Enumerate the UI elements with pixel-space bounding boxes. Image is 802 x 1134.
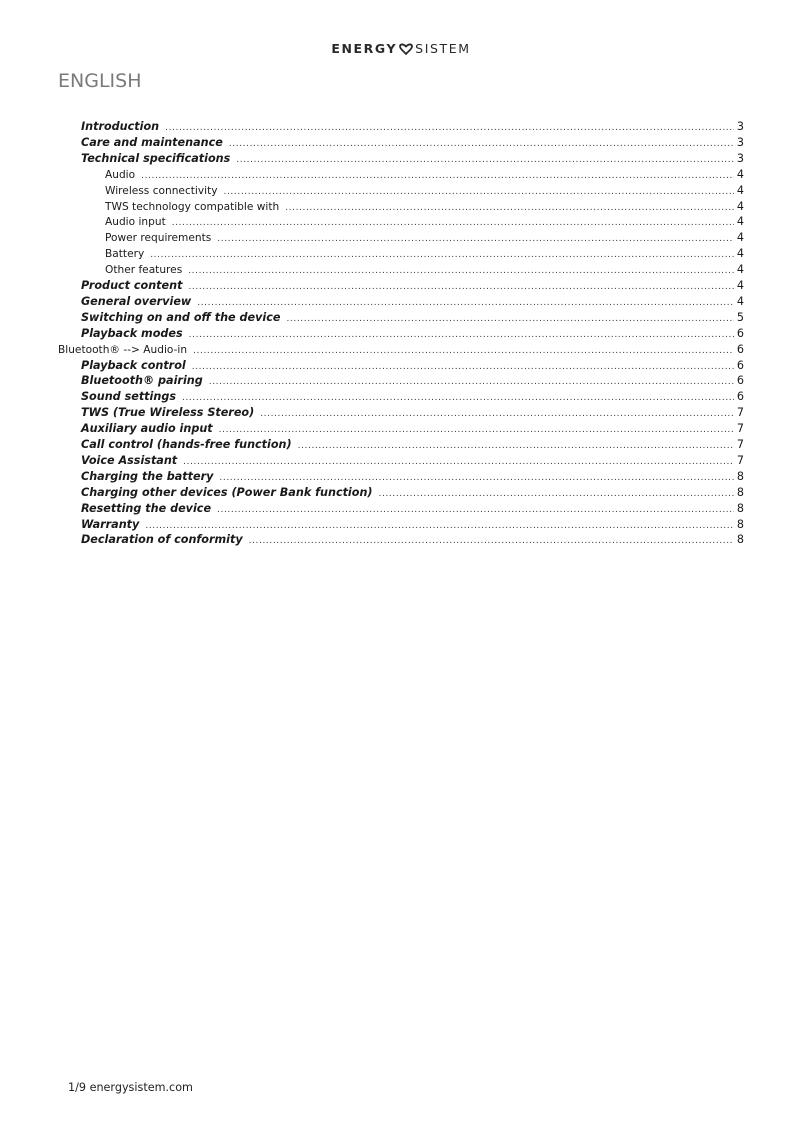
brand-logo [0,41,802,56]
toc-entry[interactable] [105,167,744,183]
toc-entry-page: 6 [736,390,744,404]
dot-leader [150,247,734,263]
toc-entry-page: 8 [736,485,744,499]
toc-entry-title: Resetting the device [81,501,212,515]
toc-entry[interactable] [81,310,744,326]
toc-entry-title: Power requirements [105,232,212,245]
dot-leader [188,279,733,295]
toc-entry-title: Auxiliary audio input [81,422,213,436]
toc-entry[interactable] [105,262,744,278]
toc-entry[interactable] [81,437,744,453]
brand-name-left: ENERGY [331,41,398,56]
website-link[interactable]: energysistem.com [89,1081,193,1094]
toc-entry[interactable] [81,405,744,421]
toc-entry-title: Technical specifications [81,151,231,165]
toc-entry-title: Care and maintenance [81,135,223,149]
dot-leader [141,168,734,184]
toc-entry[interactable] [81,358,744,374]
toc-entry[interactable] [81,501,744,517]
toc-entry-title: Wireless connectivity [105,184,218,197]
dot-leader [260,406,734,422]
language-heading: ENGLISH [58,70,142,92]
toc-entry[interactable] [81,294,744,310]
dot-leader [249,533,734,549]
dot-leader [189,327,734,343]
dot-leader [285,200,734,216]
dot-leader [219,422,734,438]
page-footer [68,1081,193,1094]
toc-entry[interactable] [81,326,744,342]
toc-entry-page: 3 [736,120,744,133]
toc-entry-title: Charging the battery [81,469,214,483]
toc-entry-page: 4 [736,231,744,245]
dot-leader [197,295,734,311]
toc-entry-title: General overview [81,294,192,308]
toc-entry-title: Other features [105,264,183,277]
toc-entry-title: Declaration of conformity [81,533,243,547]
toc-entry-page: 6 [736,358,744,372]
toc-entry-page: 7 [736,406,744,420]
toc-entry[interactable] [105,183,744,199]
toc-entry[interactable] [81,119,744,135]
toc-entry-page: 8 [736,501,744,515]
dot-leader [145,518,734,534]
toc-entry-title: Playback modes [81,326,183,340]
toc-entry[interactable] [81,373,744,389]
toc-entry-title: Audio input [105,216,166,229]
toc-entry-title: Introduction [81,120,160,133]
toc-entry-page: 4 [736,183,744,197]
toc-entry[interactable] [81,532,744,548]
toc-entry-page: 3 [736,135,744,149]
dot-leader [224,184,734,200]
toc-entry-page: 4 [736,247,744,261]
dot-leader [192,359,734,375]
dot-leader [182,390,734,406]
toc-entry-page: 6 [736,326,744,340]
toc-entry[interactable] [81,453,744,469]
toc-entry[interactable] [105,199,744,215]
dot-leader [193,343,734,359]
toc-entry[interactable] [58,342,744,358]
dot-leader [236,152,734,168]
toc-entry-page: 8 [736,517,744,531]
brand-name-right: SISTEM [415,41,471,56]
toc-entry[interactable] [105,214,744,230]
dot-leader [183,454,734,470]
toc-entry[interactable] [105,246,744,262]
dot-leader [165,120,734,136]
toc-entry-title: Switching on and off the device [81,310,281,324]
toc-entry-page: 6 [736,342,744,356]
toc-entry-page: 4 [736,294,744,308]
toc-entry-title: Audio [105,168,136,181]
toc-entry-page: 5 [736,310,744,324]
toc-entry[interactable] [105,230,744,246]
toc-entry-page: 7 [736,422,744,436]
toc-entry-page: 4 [736,263,744,277]
dot-leader [379,486,734,502]
dot-leader [217,502,734,518]
heart-check-icon [398,43,414,55]
toc-entry-page: 4 [736,279,744,292]
toc-entry-title: Playback control [81,358,186,372]
toc-entry[interactable] [81,278,744,294]
toc-entry[interactable] [81,389,744,405]
toc-entry-page: 4 [736,199,744,213]
dot-leader [217,231,734,247]
dot-leader [172,215,734,231]
toc-entry-page: 8 [736,469,744,483]
toc-entry[interactable] [81,517,744,533]
toc-entry-title: Voice Assistant [81,453,178,467]
toc-entry-title: Bluetooth® --> Audio-in [58,343,188,356]
toc-entry-title: TWS technology compatible with [105,200,280,213]
toc-entry-page: 3 [736,151,744,165]
toc-entry-title: Sound settings [81,390,176,404]
toc-entry-page: 8 [736,533,744,547]
toc-entry-page: 7 [736,453,744,467]
dot-leader [219,470,733,486]
toc-entry-title: Charging other devices (Power Bank function) [81,485,373,499]
toc-entry-page: 4 [736,167,744,181]
dot-leader [229,136,734,152]
toc-entry[interactable] [81,151,744,167]
dot-leader [298,438,734,454]
dot-leader [286,311,733,327]
toc-entry-title: Warranty [81,517,140,531]
page-indicator: 1/9 [68,1081,87,1094]
toc-entry-title: Battery [105,248,145,261]
toc-entry[interactable] [81,469,744,485]
toc-entry[interactable] [81,421,744,437]
toc-entry-page: 6 [736,374,744,388]
dot-leader [209,374,734,390]
toc-entry[interactable] [81,135,744,151]
toc-entry-title: Product content [81,279,183,292]
toc-entry-title: Call control (hands-free function) [81,438,292,451]
toc-entry-title: Bluetooth® pairing [81,374,203,388]
toc-entry-page: 4 [736,215,744,229]
toc-entry-page: 7 [736,438,744,451]
dot-leader [188,263,734,279]
toc-entry-title: TWS (True Wireless Stereo) [81,406,255,420]
toc-entry[interactable] [81,485,744,501]
